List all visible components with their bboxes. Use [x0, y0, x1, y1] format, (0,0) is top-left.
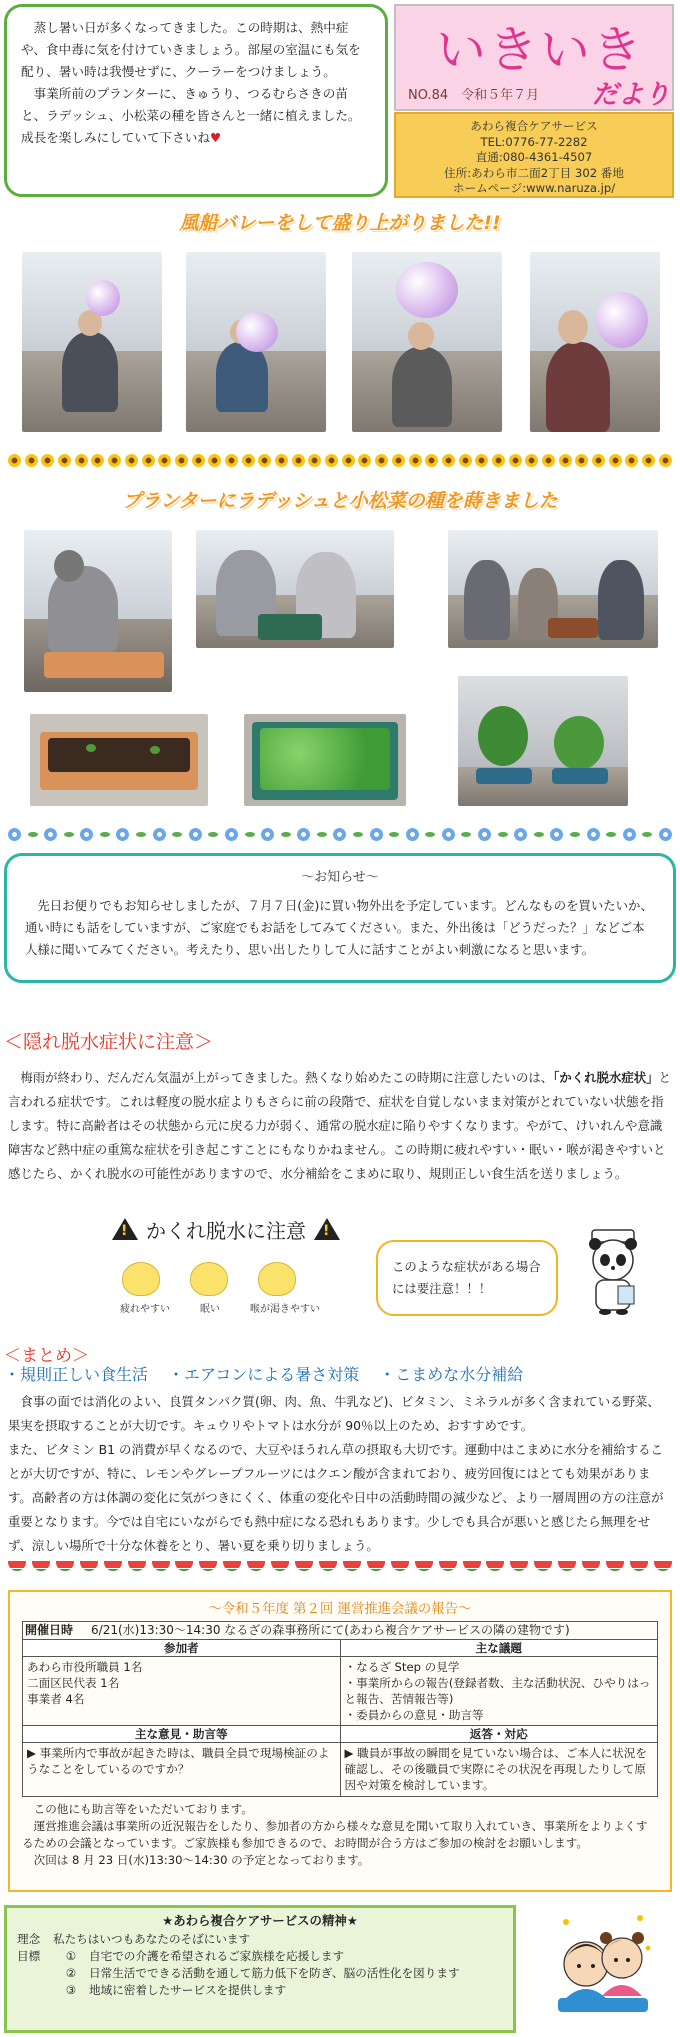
summary-title: ＜まとめ＞ — [4, 1346, 89, 1366]
meeting-foot-3: 次回は 8 月 23 日(水)13:30～14:30 の予定となっております。 — [33, 1853, 370, 1867]
mokuhyo-label: 目標 — [17, 1949, 41, 1963]
spirit-box — [4, 1905, 516, 2033]
response-header: 返答・対応 — [340, 1726, 658, 1743]
meeting-table — [22, 1639, 658, 1797]
meeting-date-row — [22, 1621, 658, 1639]
balloon-photo-2 — [186, 252, 326, 432]
meeting-footer — [22, 1801, 658, 1869]
greeting-paragraph-1: 蒸し暑い日が多くなってきました。この時期は、熱中症や、食中毒に気を付けていきましょう。部屋の室温にも気を配り、暑い時は我慢せずに、クーラーをつけましょう。 — [21, 20, 361, 79]
symptom-sleepy: 眠い — [200, 1304, 220, 1315]
goal-number: ③ — [65, 1983, 77, 1997]
agenda-item: ・なるざ Step の見学 — [344, 1660, 460, 1674]
watermelon-border — [8, 1558, 672, 1574]
sleepy-chick-icon — [190, 1262, 228, 1296]
meeting-foot-1: この他にも助言等をいただいております。 — [33, 1802, 253, 1816]
dehydration-title: ＜隠れ脱水症状に注意＞ — [4, 1031, 214, 1053]
panda-nurse-icon — [578, 1228, 648, 1316]
thirsty-chick-icon — [258, 1262, 296, 1296]
notice-body: 先日お便りでもお知らせしましたが、７月７日(金)に買い物外出を予定しています。どんなものを買いたいか、通い時にも話をしていますが、ご家庭でもお話をしてみてください。また、外出後は「どうだった？」などご本人様に聞いてみてください。考えたり、思い出したりして人に話すことがよい刺激になると思います。 — [25, 898, 653, 957]
meeting-title: ～令和５年度 第２回 運営推進会議の報告～ — [208, 1602, 472, 1617]
greeting-paragraph-2-text: 事業所前のプランターに、きゅうり、つるむらさきの苗と、ラデッシュ、小松菜の種を皆さんと一緒に植えました。成長を楽しみにしていて下さいね — [21, 86, 361, 145]
agenda-item: ・委員からの意見・助言等 — [344, 1708, 484, 1722]
meeting-foot-2: 運営推進会議は事業所の近況報告をしたり、参加者の方から様々な意見を聞いて取り入れていき、事業所をよりよくするための会議となっています。ご家族様も参加できるので、お時間が合う方はご参加の検討をお願いします。 — [22, 1819, 648, 1850]
newsletter-subtitle: だより — [592, 80, 671, 110]
balloon-section-title: 風船バレーをして盛り上がりました!! — [179, 212, 501, 234]
attendee: 事業者 4名 — [27, 1692, 85, 1706]
rinen-label: 理念 — [17, 1932, 41, 1946]
org-name: あわら複合ケアサービス — [470, 119, 598, 133]
attendees-cell — [23, 1657, 341, 1726]
goal-text: 日常生活でできる活動を通して筋力低下を防ぎ、脳の活性化を図ります — [89, 1966, 460, 1980]
contact-box — [394, 112, 674, 198]
dehydration-body-c: と言われる症状です。これは軽度の脱水症よりもさらに前の段階で、症状を自覚しないまま対策がとれていない状態を指します。特に高齢者はその状態から元に戻る力が弱く、通常の脱水症に陥りやすくなります。やがて、けいれんや意識障害など熱中症の重篤な症状を引き起こすことにもなりかねません。この時期に疲れやすい・眠い・喉が渇きやすいと感じたら、かくれ脱水の可能性がありますので、水分補給をこまめに取り、規則正しい食生活を送りましょう。 — [8, 1070, 671, 1181]
planter-photo-1 — [24, 530, 172, 692]
dehydration-keyword: 「かくれ脱水症状」 — [553, 1070, 659, 1085]
notice-box — [4, 853, 676, 983]
goal-row — [17, 1982, 503, 1999]
homepage-link[interactable]: ホームページ:www.naruza.jp/ — [452, 181, 616, 196]
balloon-photo-1 — [22, 252, 162, 432]
opinions-header: 主な意見・助言等 — [23, 1726, 341, 1743]
dehydration-body-a: 梅雨が終わり、だんだん気温が上がってきました。熱くなり始めたこの時期に注意したいのは、 — [20, 1070, 554, 1085]
balloon-photo-3 — [352, 252, 502, 432]
rinen-row — [17, 1931, 503, 1948]
warning-icon: ! — [314, 1218, 340, 1240]
spirit-title: ★あわら複合ケアサービスの精神★ — [162, 1913, 358, 1928]
summary-points — [4, 1362, 543, 1385]
summary-point: ・エアコンによる暑さ対策 — [168, 1365, 360, 1384]
balloon-photo-4 — [530, 252, 660, 432]
attendees-header: 参加者 — [23, 1640, 341, 1657]
planter-photo-6 — [458, 676, 628, 806]
summary-point: ・規則正しい食生活 — [4, 1365, 149, 1384]
attendee: 二面区民代表 1名 — [27, 1676, 120, 1690]
dehydration-body — [8, 1066, 672, 1186]
planter-section-title: プランターにラデッシュと小松菜の種を蒔きました — [122, 490, 558, 512]
greeting-box — [4, 4, 388, 197]
summary-paragraph-1: 食事の面では消化のよい、良質タンパク質(卵、肉、魚、牛乳など)、ビタミン、ミネラルが多く含まれている野菜、果実を摂取することが大切です。キュウリやトマトは水分が 90％以上のため、おすすめです。 — [8, 1394, 660, 1433]
rinen-text: 私たちはいつもあなたのそばにいます — [53, 1932, 251, 1946]
goal-row — [17, 1948, 503, 1965]
newsletter-title: いきいき — [436, 21, 644, 79]
response-cell: ▶ 職員が事故の瞬間を見ていない場合は、ご本人に状況を確認し、その後職員で実際にその状況を再現したりして原因や対策を検討しています。 — [340, 1743, 658, 1797]
address: 住所:あわら市二面2丁目 302 番地 — [444, 165, 624, 180]
meeting-date-value: 6/21(水)13:30～14:30 なるざの森事務所にて(あわら複合ケアサービスの隣の建物です) — [91, 1623, 570, 1637]
issue-number: NO.84 令和５年７月 — [408, 88, 540, 103]
goal-text: 自宅での介護を希望されるご家族様を応援します — [89, 1949, 345, 1963]
greeting-paragraph-2 — [21, 83, 371, 149]
goal-number: ① — [65, 1949, 77, 1963]
agenda-cell — [340, 1657, 658, 1726]
meeting-report-box — [8, 1590, 672, 1892]
notice-title: ～お知らせ～ — [301, 870, 379, 885]
goal-number: ② — [65, 1966, 77, 1980]
summary-paragraph-2: また、ビタミン B1 の消費が早くなるので、大豆やほうれん草の摂取も大切です。運動中はこまめに水分を補給することが大切ですが、特に、レモンやグレープフルーツにはクエン酸が含まれており、疲労回復にはとても効果があります。高齢者の方は体調の変化に気がつきにくく、体重の変化や日中の活動時間の減少など、より一層周囲の方の注意が重要となります。今では自宅にいながらでも熱中症になる恐れもあります。少しでも具合が悪いと感じたら無理をせず、涼しい場所で十分な休養をとり、暑い夏を乗り切りましょう。 — [8, 1442, 664, 1553]
summary-point: ・こまめな水分補給 — [379, 1365, 524, 1384]
symptom-tired: 疲れやすい — [120, 1304, 170, 1315]
agenda-item: ・事業所からの報告(登録者数、主な活動状況、ひやりはっと報告、苦情報告等) — [344, 1676, 651, 1706]
symptom-thirsty: 喉が渇きやすい — [250, 1304, 320, 1315]
planter-photo-5 — [244, 714, 406, 806]
flower-vine-border — [8, 826, 672, 842]
warning-icon: ! — [112, 1218, 138, 1240]
tel: TEL:0776-77-2282 — [480, 134, 588, 149]
goal-row — [17, 1965, 503, 1982]
opinion-cell: ▶ 事業所内で事故が起きた時は、職員全員で現場検証のようなことをしているのですか？ — [23, 1743, 341, 1797]
warning-banner — [112, 1212, 352, 1246]
heart-icon: ♥ — [209, 130, 222, 145]
goal-text: 地域に密着したサービスを提供します — [89, 1983, 287, 1997]
speech-bubble: このような症状がある場合には要注意！！！ — [376, 1240, 558, 1316]
planter-photo-2 — [196, 530, 394, 648]
sunflower-border — [8, 452, 672, 468]
planter-photo-4 — [30, 714, 208, 806]
warning-text: かくれ脱水に注意 — [146, 1218, 306, 1243]
children-illustration-icon — [548, 1908, 658, 2018]
meeting-date-label: 開催日時 — [25, 1623, 74, 1637]
masthead — [394, 4, 674, 111]
direct-tel: 直通:080-4361-4507 — [475, 150, 593, 165]
attendee: あわら市役所職員 1名 — [27, 1660, 143, 1674]
summary-body — [8, 1390, 672, 1558]
tired-chick-icon — [122, 1262, 160, 1296]
planter-photo-3 — [448, 530, 658, 648]
agenda-header: 主な議題 — [340, 1640, 658, 1657]
